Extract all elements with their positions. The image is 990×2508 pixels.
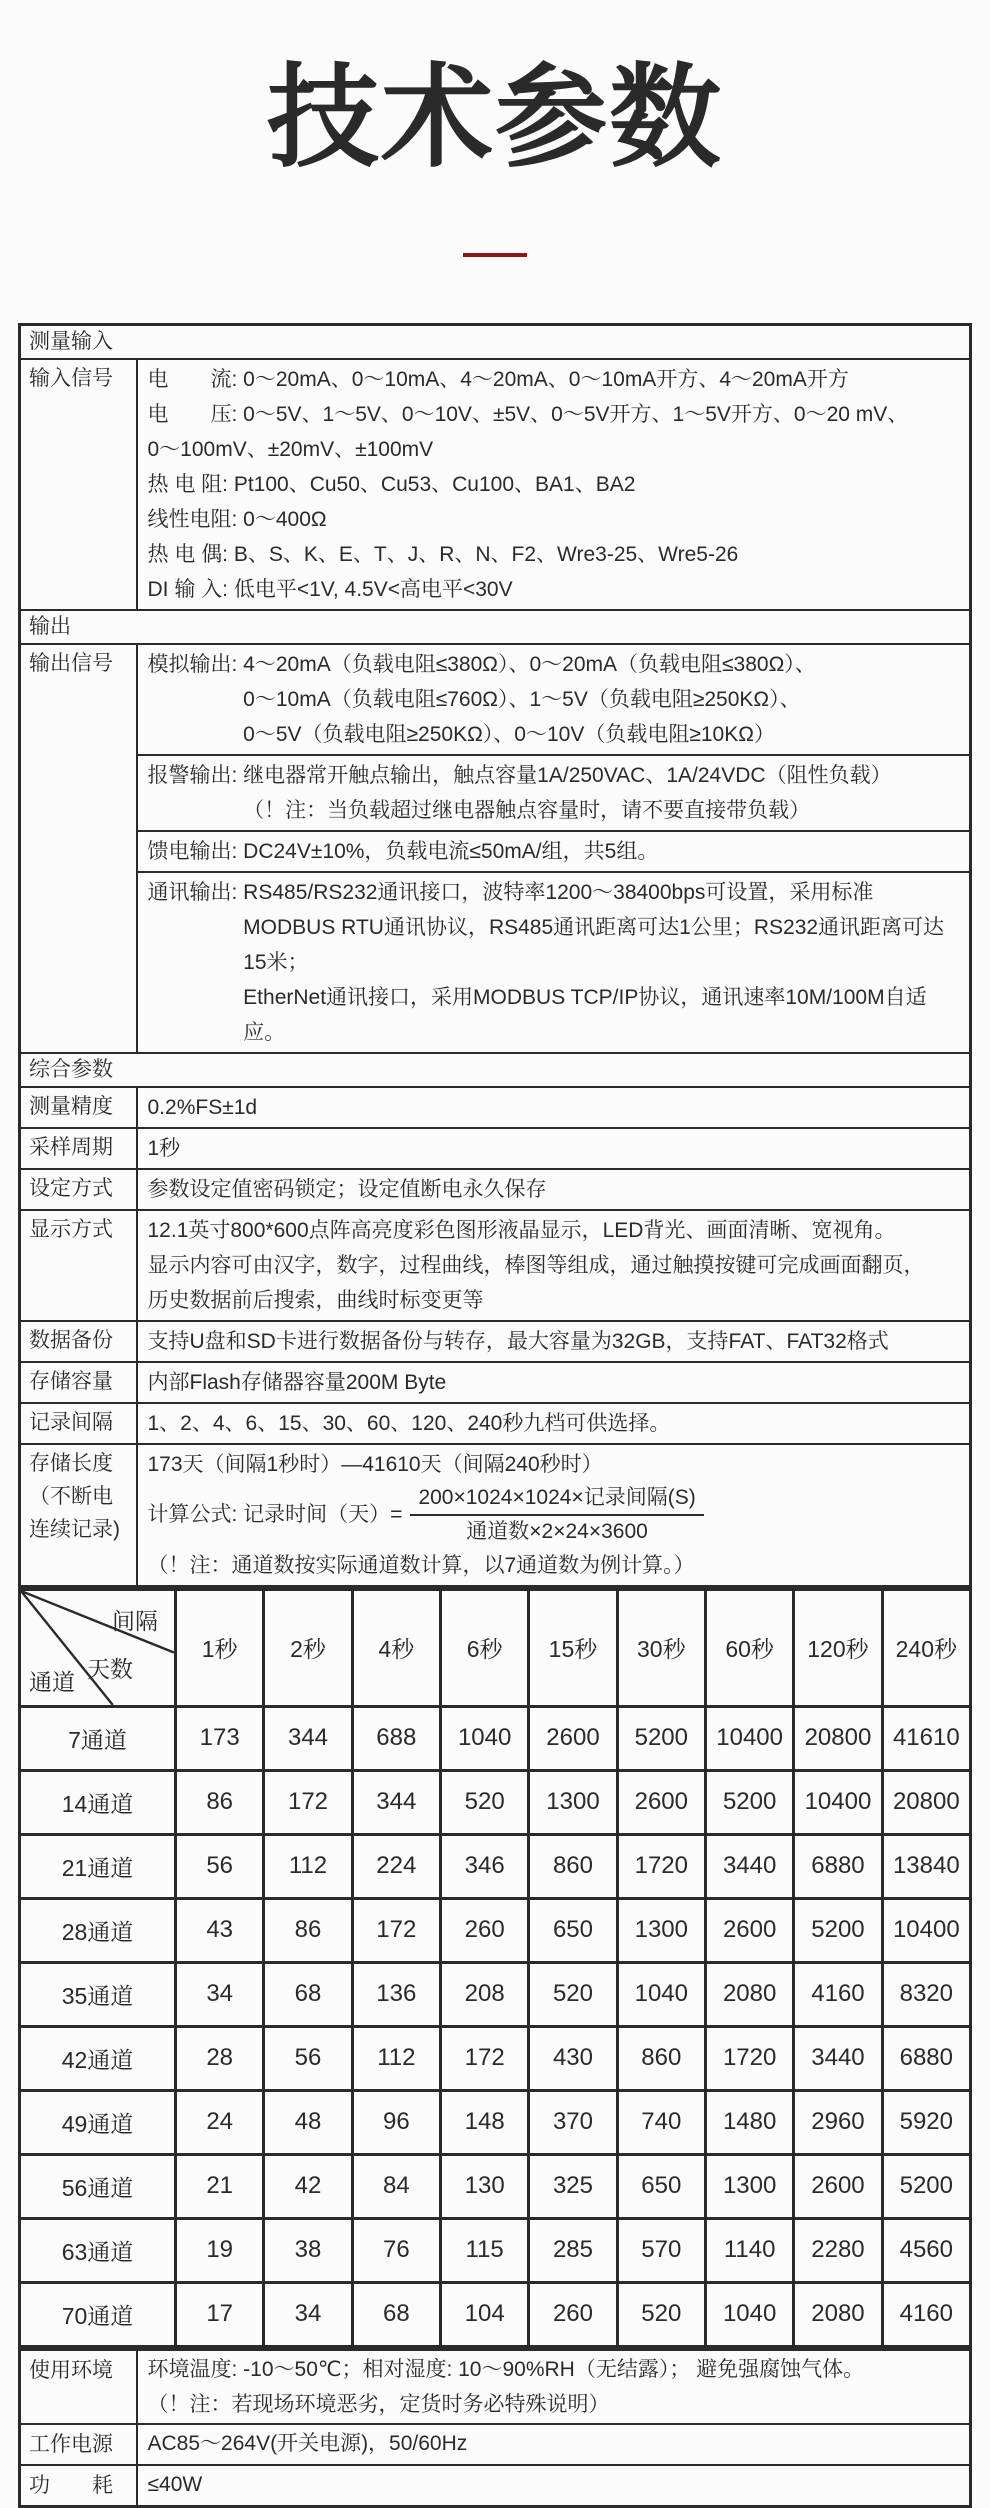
- spec-line: 1、2、4、6、15、30、60、120、240秒九档可供选择。: [147, 1411, 671, 1435]
- days-value-cell: 34: [176, 1962, 264, 2026]
- channel-row: [20, 1962, 971, 2026]
- days-value-cell: 208: [440, 1962, 528, 2026]
- days-value-cell: 4160: [882, 2282, 970, 2346]
- spec-row: [20, 1362, 971, 1403]
- days-value-cell: 172: [264, 1770, 352, 1834]
- days-value-cell: 285: [529, 2218, 617, 2282]
- spec-line: RS485/RS232通讯接口，波特率1200～38400bps可设置，采用标准: [243, 880, 874, 904]
- corner-label-interval: 间隔: [112, 1607, 158, 1634]
- spec-label-line: （不断电: [29, 1484, 113, 1508]
- channel-row-label: 14通道: [20, 1770, 176, 1834]
- days-value-cell: 2600: [794, 2154, 882, 2218]
- footer-line: ≤40W: [147, 2472, 203, 2496]
- spec-label: [20, 1362, 137, 1403]
- days-value-cell: 76: [352, 2218, 440, 2282]
- days-value-cell: 34: [264, 2282, 352, 2346]
- days-value-cell: 136: [352, 1962, 440, 2026]
- days-value-cell: 21: [176, 2154, 264, 2218]
- channel-row-label: 70通道: [20, 2282, 176, 2346]
- days-value-cell: 1720: [617, 1834, 705, 1898]
- footer-content: [137, 2349, 971, 2424]
- days-value-cell: 20800: [794, 1706, 882, 1770]
- footer-content: [137, 2465, 971, 2507]
- days-value-cell: 740: [617, 2090, 705, 2154]
- channel-row-label: 7通道: [20, 1706, 176, 1770]
- channel-row: [20, 2154, 971, 2218]
- days-value-cell: 6880: [794, 1834, 882, 1898]
- days-value-cell: 10400: [882, 1898, 970, 1962]
- spec-sub-prefix: 通讯输出:: [147, 880, 244, 904]
- spec-label-line: 数据备份: [29, 1328, 113, 1352]
- spec-content: [137, 359, 971, 610]
- channel-row: [20, 2090, 971, 2154]
- spec-sub-row: [138, 1445, 970, 1585]
- interval-column-header: 30秒: [617, 1589, 705, 1706]
- days-value-cell: 260: [529, 2282, 617, 2346]
- spec-content: [137, 1128, 971, 1169]
- days-value-cell: 5200: [617, 1706, 705, 1770]
- spec-row: [20, 1403, 971, 1444]
- footer-label: 功 耗: [20, 2465, 137, 2507]
- interval-column-header: 1秒: [176, 1589, 264, 1706]
- days-value-cell: 1040: [705, 2282, 793, 2346]
- days-value-cell: 3440: [794, 2026, 882, 2090]
- storage-range-line: 173天（间隔1秒时）—41610天（间隔240秒时）: [147, 1452, 603, 1476]
- days-value-cell: 6880: [882, 2026, 970, 2090]
- spec-line: 显示内容可由汉字，数字，过程曲线，棒图等组成，通过触摸按键可完成画面翻页，: [147, 1253, 925, 1277]
- spec-content: [137, 1403, 971, 1444]
- days-value-cell: 172: [352, 1898, 440, 1962]
- days-value-cell: 115: [440, 2218, 528, 2282]
- days-value-cell: 224: [352, 1834, 440, 1898]
- days-value-cell: 1480: [705, 2090, 793, 2154]
- spec-sub-row: [138, 1129, 970, 1168]
- channel-row: [20, 1706, 971, 1770]
- spec-row: [20, 1444, 971, 1587]
- days-value-cell: 19: [176, 2218, 264, 2282]
- spec-sub-lines: [243, 647, 963, 752]
- spec-row: [20, 1210, 971, 1321]
- spec-line: DC24V±10%，负载电流≤50mA/组，共5组。: [243, 839, 659, 863]
- days-value-cell: 96: [352, 2090, 440, 2154]
- spec-sub-row: [138, 1363, 970, 1402]
- days-value-cell: 8320: [882, 1962, 970, 2026]
- days-value-cell: 650: [617, 2154, 705, 2218]
- environment-power-table: [18, 2348, 972, 2508]
- days-value-cell: 86: [176, 1770, 264, 1834]
- days-value-cell: 1300: [705, 2154, 793, 2218]
- spec-line: 4～20mA（负载电阻≤380Ω）、0～20mA（负载电阻≤380Ω）、: [243, 652, 816, 676]
- days-value-cell: 112: [352, 2026, 440, 2090]
- days-value-cell: 1300: [617, 1898, 705, 1962]
- days-value-cell: 520: [617, 2282, 705, 2346]
- spec-row: [20, 644, 971, 1053]
- days-value-cell: 688: [352, 1706, 440, 1770]
- days-value-cell: 430: [529, 2026, 617, 2090]
- channel-row: [20, 1770, 971, 1834]
- days-value-cell: 172: [440, 2026, 528, 2090]
- spec-line: 0～10mA（负载电阻≤760Ω）、1～5V（负载电阻≥250KΩ）、: [243, 687, 801, 711]
- days-value-cell: 43: [176, 1898, 264, 1962]
- days-value-cell: 86: [264, 1898, 352, 1962]
- title-underline-divider: [463, 253, 527, 257]
- hanging-block: [148, 875, 964, 1050]
- days-value-cell: 2080: [705, 1962, 793, 2026]
- spec-sub-prefix: 馈电输出:: [147, 839, 244, 863]
- spec-sub-row: [138, 1404, 970, 1443]
- spec-row: [20, 359, 971, 610]
- days-value-cell: 260: [440, 1898, 528, 1962]
- page-title: 技术参数: [267, 55, 723, 180]
- spec-sub-row: [138, 1211, 970, 1320]
- days-value-cell: 24: [176, 2090, 264, 2154]
- spec-label: [20, 1087, 137, 1128]
- spec-label-line: 存储长度: [29, 1451, 113, 1475]
- days-value-cell: 520: [529, 1962, 617, 2026]
- spec-line: 电 流: 0～20mA、0～10mA、4～20mA、0～10mA开方、4～20mA开方: [147, 367, 849, 391]
- spec-line: 参数设定值密码锁定；设定值断电永久保存: [147, 1177, 547, 1201]
- spec-line: DI 输 入: 低电平<1V, 4.5V<高电平<30V: [147, 577, 513, 601]
- spec-row: [20, 1128, 971, 1169]
- spec-line: 电 压: 0～5V、1～5V、0～10V、±5V、0～5V开方、1～5V开方、0～20 mV、: [147, 402, 909, 426]
- channel-row-label: 49通道: [20, 2090, 176, 2154]
- days-value-cell: 4160: [794, 1962, 882, 2026]
- spec-label: [20, 1403, 137, 1444]
- days-value-cell: 2600: [617, 1770, 705, 1834]
- formula-numerator: 200×1024×1024×记录间隔(S): [410, 1485, 703, 1516]
- days-value-cell: 1040: [440, 1706, 528, 1770]
- spec-line: 0.2%FS±1d: [147, 1095, 258, 1119]
- days-value-cell: 5200: [794, 1898, 882, 1962]
- days-value-cell: 2600: [529, 1706, 617, 1770]
- spec-row: [20, 1169, 971, 1210]
- hanging-block: [148, 647, 964, 752]
- spec-line: 内部Flash存储器容量200M Byte: [147, 1370, 447, 1394]
- channel-row-label: 63通道: [20, 2218, 176, 2282]
- footer-row: [20, 2424, 971, 2465]
- days-value-cell: 42: [264, 2154, 352, 2218]
- days-value-cell: 104: [440, 2282, 528, 2346]
- days-value-cell: 3440: [705, 1834, 793, 1898]
- spec-line: 热 电 偶: B、S、K、E、T、J、R、N、F2、Wre3-25、Wre5-26: [147, 542, 739, 566]
- spec-sub-lines: [243, 834, 963, 869]
- footer-line: 环境温度: -10～50℃；相对湿度: 10～90%RH（无结露）； 避免强腐蚀气体。: [147, 2357, 865, 2381]
- corner-label-days: 天数: [87, 1655, 133, 1682]
- days-value-cell: 2080: [794, 2282, 882, 2346]
- spec-label-line: 记录间隔: [29, 1410, 113, 1434]
- days-value-cell: 1040: [617, 1962, 705, 2026]
- spec-row: [20, 324, 971, 359]
- footer-row: [20, 2465, 971, 2507]
- spec-row: [20, 610, 971, 644]
- spec-line: 继电器常开触点输出，触点容量1A/250VAC、1A/24VDC（阻性负载）: [243, 763, 892, 787]
- days-value-cell: 173: [176, 1706, 264, 1770]
- channel-row-label: 28通道: [20, 1898, 176, 1962]
- spec-label-line: 存储容量: [29, 1369, 113, 1393]
- spec-sub-prefix: 模拟输出:: [147, 652, 244, 676]
- spec-table-body: [20, 324, 971, 1586]
- footer-label: 工作电源: [20, 2424, 137, 2465]
- channel-row: [20, 2218, 971, 2282]
- spec-label-line: 测量精度: [29, 1094, 113, 1118]
- storage-note-line: （！注：通道数按实际通道数计算，以7通道数为例计算。）: [147, 1553, 695, 1577]
- spec-label-line: 显示方式: [29, 1217, 113, 1241]
- spec-sub-row: [138, 1170, 970, 1209]
- spec-sub-row: [138, 1322, 970, 1361]
- formula-prefix: 计算公式: 记录时间（天）=: [147, 1502, 403, 1526]
- spec-content: [137, 1169, 971, 1210]
- spec-line: 热 电 阻: Pt100、Cu50、Cu53、Cu100、BA1、BA2: [147, 472, 636, 496]
- days-value-cell: 650: [529, 1898, 617, 1962]
- days-value-cell: 10400: [705, 1706, 793, 1770]
- footer-label: 使用环境: [20, 2349, 137, 2424]
- spec-label: [20, 1210, 137, 1321]
- days-value-cell: 68: [352, 2282, 440, 2346]
- interval-column-header: 2秒: [264, 1589, 352, 1706]
- days-value-cell: 5200: [882, 2154, 970, 2218]
- days-value-cell: 10400: [794, 1770, 882, 1834]
- days-value-cell: 370: [529, 2090, 617, 2154]
- days-value-cell: 112: [264, 1834, 352, 1898]
- spec-sub-row: [138, 360, 970, 609]
- spec-content: [137, 1210, 971, 1321]
- footer-line: AC85～264V(开关电源)，50/60Hz: [147, 2431, 468, 2455]
- spec-row: [20, 1087, 971, 1128]
- channel-row: [20, 2282, 971, 2346]
- channel-row-label: 35通道: [20, 1962, 176, 2026]
- section-header-label: 测量输入: [20, 324, 971, 359]
- spec-line: 历史数据前后搜索，曲线时标变更等: [147, 1288, 484, 1312]
- spec-label-line: 输入信号: [29, 366, 113, 390]
- footer-line: （！注：若现场环境恶劣，定货时务必特殊说明）: [147, 2392, 610, 2416]
- spec-line: 支持U盘和SD卡进行数据备份与转存，最大容量为32GB，支持FAT、FAT32格式: [147, 1329, 889, 1353]
- spec-label: [20, 1128, 137, 1169]
- spec-sub-lines: [243, 758, 963, 828]
- interval-column-header: 240秒: [882, 1589, 970, 1706]
- spec-line: 0～100mV、±20mV、±100mV: [147, 437, 434, 461]
- spec-label-line: 输出信号: [29, 651, 113, 675]
- days-value-cell: 1720: [705, 2026, 793, 2090]
- hanging-block: [148, 758, 964, 828]
- interval-column-header: 120秒: [794, 1589, 882, 1706]
- spec-content: [137, 1321, 971, 1362]
- channel-row-label: 42通道: [20, 2026, 176, 2090]
- spec-sub-prefix: 报警输出:: [147, 763, 244, 787]
- spec-content: [137, 1362, 971, 1403]
- footer-row: [20, 2349, 971, 2424]
- days-value-cell: 570: [617, 2218, 705, 2282]
- spec-label: [20, 644, 137, 1053]
- days-value-cell: 84: [352, 2154, 440, 2218]
- hanging-block: [148, 834, 964, 869]
- channel-row-label: 21通道: [20, 1834, 176, 1898]
- spec-sub-row: [138, 832, 970, 873]
- days-value-cell: 56: [176, 1834, 264, 1898]
- spec-line: 线性电阻: 0～400Ω: [147, 507, 327, 531]
- interval-column-header: 60秒: [705, 1589, 793, 1706]
- storage-formula: [148, 1485, 964, 1545]
- days-value-cell: 13840: [882, 1834, 970, 1898]
- spec-label-line: 连续记录): [29, 1517, 120, 1541]
- channel-row: [20, 2026, 971, 2090]
- channel-row-label: 56通道: [20, 2154, 176, 2218]
- days-value-cell: 344: [264, 1706, 352, 1770]
- spec-line: 12.1英寸800*600点阵高亮度彩色图形液晶显示，LED背光、画面清晰、宽视角。: [147, 1218, 896, 1242]
- spec-sub-row: [138, 1088, 970, 1127]
- spec-content: [137, 644, 971, 1053]
- spec-label: [20, 359, 137, 610]
- days-value-cell: 17: [176, 2282, 264, 2346]
- days-value-cell: 48: [264, 2090, 352, 2154]
- channel-row: [20, 1834, 971, 1898]
- days-value-cell: 68: [264, 1962, 352, 2026]
- channel-table-header-row: [20, 1589, 971, 1706]
- days-value-cell: 2960: [794, 2090, 882, 2154]
- interval-column-header: 6秒: [440, 1589, 528, 1706]
- spec-row: [20, 1321, 971, 1362]
- spec-sub-row: [138, 756, 970, 832]
- days-value-cell: 346: [440, 1834, 528, 1898]
- days-value-cell: 130: [440, 2154, 528, 2218]
- days-value-cell: 1300: [529, 1770, 617, 1834]
- formula-denominator: 通道数×2×24×3600: [466, 1519, 648, 1543]
- days-value-cell: 860: [529, 1834, 617, 1898]
- channel-row: [20, 1898, 971, 1962]
- days-value-cell: 860: [617, 2026, 705, 2090]
- spec-sub-row: [138, 873, 970, 1052]
- section-header-label: 输出: [20, 610, 971, 644]
- spec-row: [20, 1053, 971, 1087]
- spec-label: [20, 1321, 137, 1362]
- spec-line: EtherNet通讯接口，采用MODBUS TCP/IP协议，通讯速率10M/100M自适应。: [243, 985, 927, 1044]
- corner-cell: [20, 1589, 176, 1706]
- spec-line: 0～5V（负载电阻≥250KΩ）、0～10V（负载电阻≥10KΩ）: [243, 722, 775, 746]
- days-value-cell: 344: [352, 1770, 440, 1834]
- channel-table-body: [20, 1589, 971, 2346]
- days-value-cell: 5920: [882, 2090, 970, 2154]
- section-header-label: 综合参数: [20, 1053, 971, 1087]
- spec-label-line: 设定方式: [29, 1176, 113, 1200]
- spec-sub-row: [138, 645, 970, 756]
- corner-label-channel: 通道: [29, 1668, 75, 1695]
- days-value-cell: 325: [529, 2154, 617, 2218]
- days-value-cell: 38: [264, 2218, 352, 2282]
- spec-sub-lines: [243, 875, 963, 1050]
- spec-label: [20, 1444, 137, 1587]
- footer-content: [137, 2424, 971, 2465]
- formula-fraction: [410, 1485, 703, 1545]
- days-value-cell: 4560: [882, 2218, 970, 2282]
- days-value-cell: 2280: [794, 2218, 882, 2282]
- interval-column-header: 15秒: [529, 1589, 617, 1706]
- days-value-cell: 28: [176, 2026, 264, 2090]
- spec-label: [20, 1169, 137, 1210]
- days-value-cell: 56: [264, 2026, 352, 2090]
- interval-column-header: 4秒: [352, 1589, 440, 1706]
- days-value-cell: 1140: [705, 2218, 793, 2282]
- spec-line: （！注：当负载超过继电器触点容量时，请不要直接带负载）: [243, 798, 811, 822]
- days-value-cell: 520: [440, 1770, 528, 1834]
- spec-content: [137, 1087, 971, 1128]
- spec-label-line: 采样周期: [29, 1135, 113, 1159]
- spec-table: [18, 323, 972, 1588]
- spec-line: MODBUS RTU通讯协议，RS485通讯距离可达1公里；RS232通讯距离可达15米；: [243, 915, 945, 974]
- days-value-cell: 2600: [705, 1898, 793, 1962]
- spec-content: [137, 1444, 971, 1587]
- days-value-cell: 20800: [882, 1770, 970, 1834]
- channel-days-table: [18, 1588, 972, 2348]
- days-value-cell: 41610: [882, 1706, 970, 1770]
- footer-table-body: [20, 2349, 971, 2506]
- days-value-cell: 5200: [705, 1770, 793, 1834]
- spec-line: 1秒: [147, 1136, 181, 1160]
- days-value-cell: 148: [440, 2090, 528, 2154]
